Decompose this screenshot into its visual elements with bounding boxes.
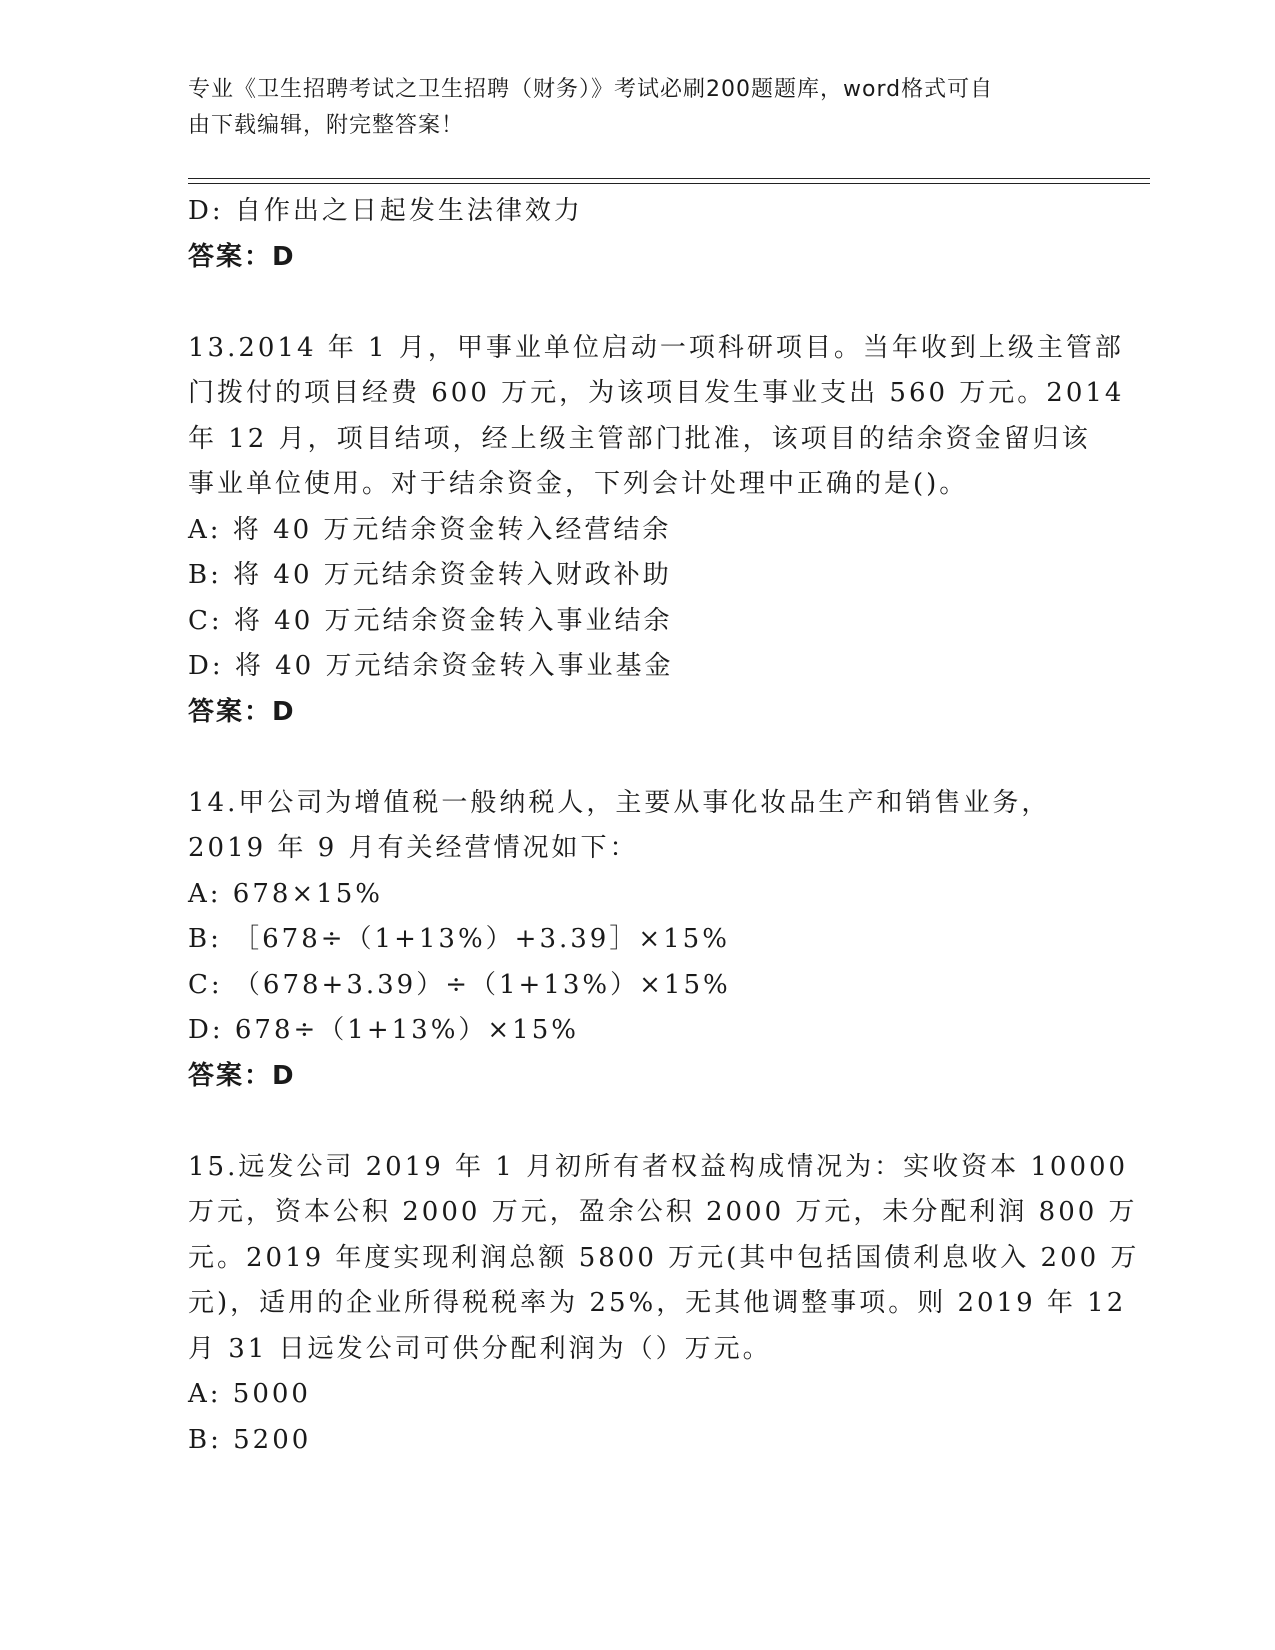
option-b: B: 5200: [188, 1424, 312, 1455]
answer: 答案：D: [188, 1060, 296, 1091]
question-text-line: 事业单位使用。对于结余资金，下列会计处理中正确的是()。: [188, 469, 969, 499]
question-text-line: 元)，适用的企业所得税税率为 25%，无其他调整事项。则 2019 年 12: [188, 1288, 1127, 1318]
question-12: [188, 189, 1108, 280]
option-a: A: 将 40 万元结余资金转入经营结余: [188, 514, 672, 545]
header-divider-bottom: [188, 183, 1150, 184]
question-text-line: 万元，资本公积 2000 万元，盈余公积 2000 万元，未分配利润 800 万: [188, 1197, 1138, 1227]
option-c: C: 将 40 万元结余资金转入事业结余: [188, 605, 673, 636]
spacer: [188, 280, 1108, 326]
option-d: D: 将 40 万元结余资金转入事业基金: [188, 651, 674, 681]
document-header: [188, 72, 1088, 144]
question-text-line: 门拨付的项目经费 600 万元，为该项目发生事业支出 560 万元。2014: [188, 378, 1125, 408]
question-text-line: 2019 年 9 月有关经营情况如下：: [188, 833, 639, 863]
option-a: A: 678×15%: [188, 878, 384, 909]
question-text-line: 15.远发公司 2019 年 1 月初所有者权益构成情况为：实收资本 10000: [188, 1151, 1129, 1182]
option-d: D: 678÷（1+13%）×15%: [188, 1015, 579, 1045]
header-line-2: 由下载编辑，附完整答案！: [188, 113, 465, 138]
question-text-line: 年 12 月，项目结项，经上级主管部门批准，该项目的结余资金留归该: [188, 423, 1091, 454]
question-text-line: 13.2014 年 1 月，甲事业单位启动一项科研项目。当年收到上级主管部: [188, 332, 1124, 363]
option-d: D: 自作出之日起发生法律效力: [188, 196, 583, 226]
header-line-1: 专业《卫生招聘考试之卫生招聘（财务）》考试必刷200题题库，word格式可自: [188, 77, 994, 102]
answer: 答案：D: [188, 241, 296, 272]
option-c: C: （678+3.39）÷（1+13%）×15%: [188, 969, 731, 1000]
question-text-line: 月 31 日远发公司可供分配利润为（）万元。: [188, 1333, 772, 1364]
spacer: [188, 735, 1108, 781]
question-text-line: 14.甲公司为增值税一般纳税人，主要从事化妆品生产和销售业务，: [188, 787, 1051, 818]
spacer: [188, 1099, 1108, 1145]
answer: 答案：D: [188, 696, 296, 727]
header-divider-top: [188, 178, 1150, 179]
question-14: [188, 781, 1108, 1100]
question-15: [188, 1145, 1140, 1464]
option-a: A: 5000: [188, 1379, 311, 1409]
option-b: B: 将 40 万元结余资金转入财政补助: [188, 560, 672, 590]
question-text-line: 元。2019 年度实现利润总额 5800 万元(其中包括国债利息收入 200 万: [188, 1242, 1140, 1273]
question-13: [188, 326, 1125, 736]
option-b: B: ［678÷（1+13%）+3.39］×15%: [188, 924, 730, 954]
document-body: [188, 189, 1140, 1463]
